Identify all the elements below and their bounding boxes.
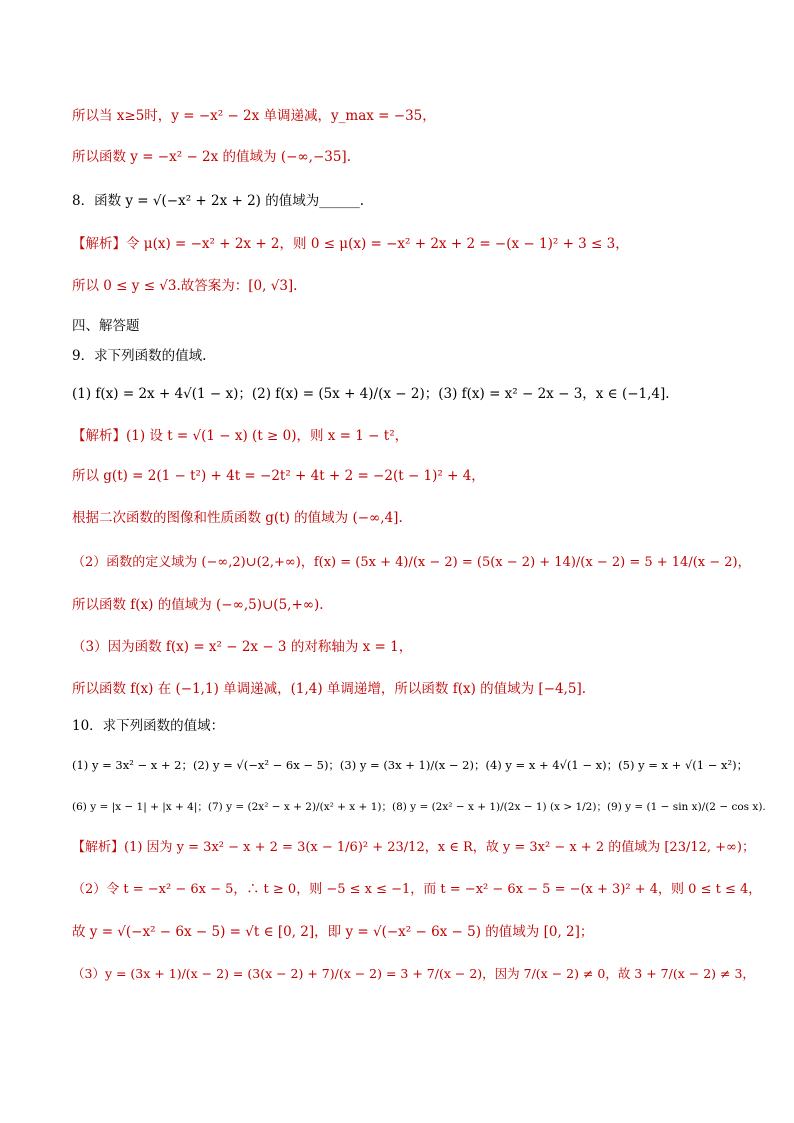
text-l17: (1) y = 3x² − x + 2；(2) y = √(−x² − 6x − 5)；(3) y = (3x + 1)/(x − 2)；(4) y = x + 4√(1 − x)；(5) y = x + √(1 − x²)； bbox=[72, 758, 749, 772]
text-l7: 9．求下列函数的值域. bbox=[72, 348, 207, 364]
line-l9 bbox=[72, 426, 408, 446]
line-l3 bbox=[72, 191, 364, 211]
text-l9: 【解析】(1) 设 t = √(1 − x) (t ≥ 0)，则 x = 1 − t²， bbox=[72, 428, 409, 444]
text-l16: 10．求下列函数的值域： bbox=[72, 718, 225, 734]
line-l15 bbox=[72, 679, 586, 699]
text-l1: 所以当 x≥5时，y = −x² − 2x 单调递减，y_max = −35， bbox=[72, 108, 436, 124]
line-l13 bbox=[72, 595, 324, 615]
line-l4 bbox=[72, 234, 629, 254]
text-l4: 【解析】令 μ(x) = −x² + 2x + 2，则 0 ≤ μ(x) = −x² + 2x + 2 = −(x − 1)² + 3 ≤ 3， bbox=[72, 236, 629, 252]
text-l11: 根据二次函数的图像和性质函数 g(t) 的值域为 (−∞,4]. bbox=[72, 510, 403, 526]
text-l10: 所以 g(t) = 2(1 − t²) + 4t = −2t² + 4t + 2 = −2(t − 1)² + 4， bbox=[72, 468, 485, 484]
line-l16 bbox=[72, 716, 224, 736]
line-l1 bbox=[72, 106, 436, 126]
text-l19: 【解析】(1) 因为 y = 3x² − x + 2 = 3(x − 1/6)² + 23/12，x ∈ R，故 y = 3x² − x + 2 的值域为 [23/12, +∞)； bbox=[72, 840, 755, 855]
section-heading bbox=[72, 316, 140, 336]
line-l10 bbox=[72, 466, 485, 486]
text-l2: 所以函数 y = −x² − 2x 的值域为 (−∞,−35]. bbox=[72, 149, 351, 165]
line-l21 bbox=[72, 922, 593, 942]
line-l12 bbox=[72, 553, 751, 573]
line-l7 bbox=[72, 346, 206, 366]
text-l12: （2）函数的定义域为 (−∞,2)∪(2,+∞)，f(x) = (5x + 4)/(x − 2) = (5(x − 2) + 14)/(x − 2) = 5 + 14/(x − 2)， bbox=[72, 555, 751, 570]
line-l19 bbox=[72, 838, 755, 858]
text-l20: （2）令 t = −x² − 6x − 5，∴ t ≥ 0，则 −5 ≤ x ≤ −1，而 t = −x² − 6x − 5 = −(x + 3)² + 4，则 0 ≤ t ≤ 4， bbox=[72, 882, 762, 897]
text-l15: 所以函数 f(x) 在 (−1,1) 单调递减，(1,4) 单调递增，所以函数 f(x) 的值域为 [−4,5]. bbox=[72, 681, 587, 697]
text-l18: (6) y = |x − 1| + |x + 4|；(7) y = (2x² − x + 2)/(x² + x + 1)；(8) y = (2x² − x + 1)/(2x − 1) (x > 1/2)；(9) y = (1 − sin x)/(2 − cos x). bbox=[72, 801, 766, 813]
text-l3: 8．函数 y = √(−x² + 2x + 2) 的值域为______. bbox=[72, 193, 365, 209]
text-l13: 所以函数 f(x) 的值域为 (−∞,5)∪(5,+∞). bbox=[72, 597, 324, 613]
text-l14: （3）因为函数 f(x) = x² − 2x − 3 的对称轴为 x = 1， bbox=[72, 639, 413, 655]
text-l6: 四、解答题 bbox=[72, 318, 140, 334]
text-l22: （3）y = (3x + 1)/(x − 2) = (3(x − 2) + 7)/(x − 2) = 3 + 7/(x − 2)，因为 7/(x − 2) ≠ 0，故 3 + 7/(x − 2) ≠ 3， bbox=[72, 966, 755, 981]
line-l11 bbox=[72, 508, 403, 528]
line-l8 bbox=[72, 384, 670, 404]
line-l22 bbox=[72, 964, 755, 984]
line-l17 bbox=[72, 755, 748, 775]
line-l14 bbox=[72, 637, 412, 657]
line-l2 bbox=[72, 147, 351, 167]
text-l5: 所以 0 ≤ y ≤ √3.故答案为：[0, √3]. bbox=[72, 278, 298, 294]
text-l8: (1) f(x) = 2x + 4√(1 − x)；(2) f(x) = (5x + 4)/(x − 2)；(3) f(x) = x² − 2x − 3，x ∈ (−1,4]. bbox=[72, 386, 670, 402]
line-l5 bbox=[72, 276, 297, 296]
line-l18 bbox=[72, 797, 766, 817]
text-l21: 故 y = √(−x² − 6x − 5) = √t ∈ [0, 2]，即 y = √(−x² − 6x − 5) 的值域为 [0, 2]； bbox=[72, 924, 594, 940]
line-l20 bbox=[72, 880, 761, 900]
